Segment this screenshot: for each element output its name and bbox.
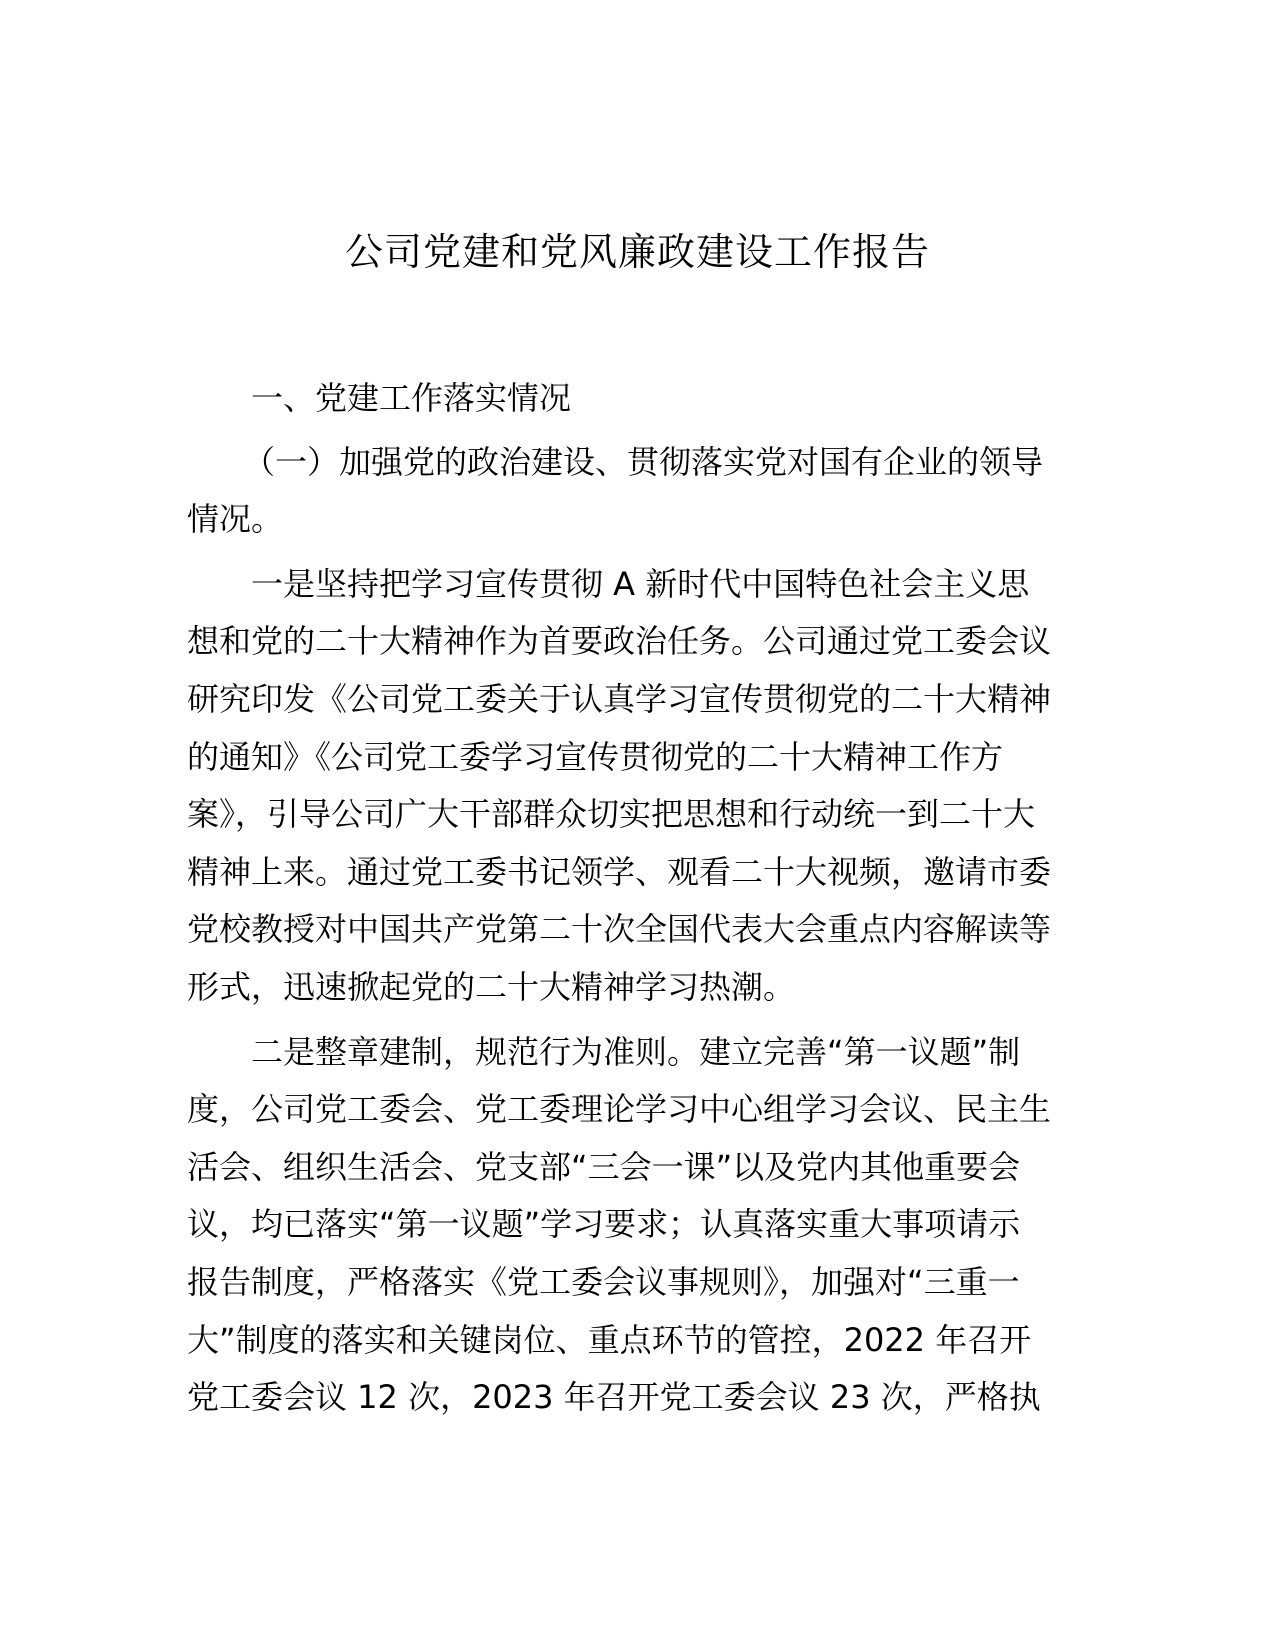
paragraph-line: 的通知》《公司党工委学习宣传贯彻党的二十大精神工作方 xyxy=(187,737,1004,776)
paragraph-line: 党工委会议 12 次，2023 年召开党工委会议 23 次，严格执 xyxy=(187,1378,1041,1417)
paragraph-line: 议，均已落实“第一议题”学习要求；认真落实重大事项请示 xyxy=(187,1205,1021,1244)
paragraph-line: 大”制度的落实和关键岗位、重点环节的管控，2022 年召开 xyxy=(187,1320,1032,1359)
subsection-heading-line: （一）加强党的政治建设、贯彻落实党对国有企业的领导 xyxy=(243,442,1044,481)
paragraph-line: 研究印发《公司党工委关于认真学习宣传贯彻党的二十大精神 xyxy=(187,679,1052,718)
document-title: 公司党建和党风廉政建设工作报告 xyxy=(344,230,930,274)
paragraph-line: 党校教授对中国共产党第二十次全国代表大会重点内容解读等 xyxy=(187,910,1052,949)
paragraph-line: 度，公司党工委会、党工委理论学习中心组学习会议、民主生 xyxy=(187,1090,1052,1129)
paragraph-line: 精神上来。通过党工委书记领学、观看二十大视频，邀请市委 xyxy=(187,852,1052,891)
paragraph-line: 案》，引导公司广大干部群众切实把思想和行动统一到二十大 xyxy=(187,795,1036,834)
paragraph-line: 想和党的二十大精神作为首要政治任务。公司通过党工委会议 xyxy=(187,622,1052,661)
paragraph-line: 报告制度，严格落实《党工委会议事规则》，加强对“三重一 xyxy=(187,1262,1020,1301)
section-heading: 一、党建工作落实情况 xyxy=(251,379,572,417)
paragraph-line: 二是整章建制，规范行为准则。建立完善“第一议题”制 xyxy=(251,1032,1021,1071)
subsection-heading-line: 情况。 xyxy=(187,500,284,539)
paragraph-line: 活会、组织生活会、党支部“三会一课”以及党内其他重要会 xyxy=(187,1147,1021,1186)
paragraph-line: 形式，迅速掀起党的二十大精神学习热潮。 xyxy=(187,967,796,1006)
paragraph-line: 一是坚持把学习宣传贯彻 A 新时代中国特色社会主义思 xyxy=(251,564,1030,603)
document-body xyxy=(187,370,1082,1427)
